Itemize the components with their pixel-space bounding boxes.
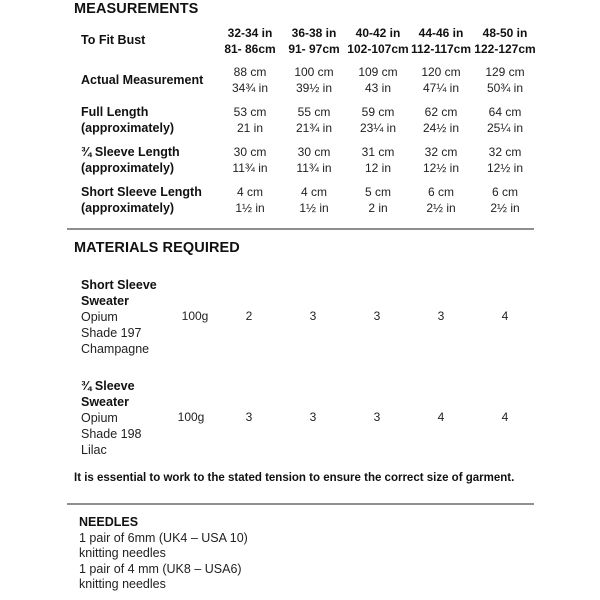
material-qty: 3 [373, 309, 381, 323]
text: 23¼ in [359, 121, 397, 135]
text: Sweater [81, 395, 129, 409]
text: 55 cm [297, 105, 331, 119]
size-col-1 [218, 25, 282, 57]
needles-line: knitting needles [79, 577, 166, 591]
text: Shade 197 [81, 326, 142, 340]
text: 81- 86cm [224, 42, 276, 56]
text: 112-117cm [410, 42, 472, 56]
table-cell [218, 64, 282, 96]
table-cell [473, 184, 537, 216]
material-qty: 4 [437, 410, 445, 424]
row-label-short-sleeve [81, 184, 202, 216]
text: Shade 198 [81, 427, 142, 441]
table-cell [282, 104, 346, 136]
text: 64 cm [488, 105, 522, 119]
material-qty: 3 [373, 410, 381, 424]
material-qty: 4 [501, 410, 509, 424]
needles-heading: NEEDLES [79, 515, 139, 529]
material-qty: 3 [309, 410, 317, 424]
text: 11¾ in [296, 161, 332, 175]
text: 88 cm [233, 65, 267, 79]
text: 32 cm [488, 145, 522, 159]
material-qty: 4 [501, 309, 509, 323]
text: 6 cm [427, 185, 454, 199]
text: Opium [81, 411, 118, 425]
text: Opium [81, 310, 118, 324]
section-divider [67, 503, 534, 505]
table-cell [409, 144, 473, 176]
text: 25¼ in [486, 121, 524, 135]
material-qty: 3 [245, 410, 253, 424]
text: 12½ in [422, 161, 460, 175]
text: 62 cm [424, 105, 458, 119]
material-description [81, 378, 141, 458]
text: 30 cm [233, 145, 267, 159]
table-cell [409, 64, 473, 96]
text: 32-34 in [227, 26, 273, 40]
text: 5 cm [364, 185, 391, 199]
text: 24½ in [422, 121, 460, 135]
text: 40-42 in [355, 26, 401, 40]
text: 100 cm [294, 65, 334, 79]
table-cell [346, 104, 410, 136]
table-cell [473, 64, 537, 96]
material-qty: 3 [437, 309, 445, 323]
needles-line: 1 pair of 4 mm (UK8 – USA6) [79, 561, 242, 576]
text: 34¾ in [231, 81, 269, 95]
table-cell [218, 104, 282, 136]
text: 59 cm [361, 105, 395, 119]
table-cell [346, 64, 410, 96]
text: (approximately) [81, 201, 175, 215]
tension-note: It is essential to work to the stated tension to ensure the correct size of garment. [74, 472, 515, 484]
needles-line: 1 pair of 6mm (UK4 – USA 10) [79, 530, 248, 545]
table-cell [409, 184, 473, 216]
text: 12½ in [486, 161, 524, 175]
table-cell [218, 144, 282, 176]
text: 21 in [236, 121, 264, 135]
text: 11¾ in [232, 161, 268, 175]
text: 47¼ in [422, 81, 460, 95]
text: 1½ in [235, 201, 265, 215]
text: 21¾ in [295, 121, 333, 135]
row-label-actual-measurement [81, 72, 203, 88]
material-qty: 3 [309, 309, 317, 323]
row-label-full-length [81, 104, 174, 136]
material-weight: 100g [177, 410, 205, 424]
material-qty: 2 [245, 309, 253, 323]
text: 4 cm [236, 185, 263, 199]
text: 122-127cm [474, 42, 536, 56]
needles-line: knitting needles [79, 546, 166, 560]
text: Full Length [81, 105, 149, 119]
text: 129 cm [485, 65, 525, 79]
text: Lilac [81, 443, 107, 457]
table-cell [409, 104, 473, 136]
text: Actual Measurement [81, 73, 204, 87]
text: Champagne [81, 342, 150, 356]
size-col-4 [409, 25, 473, 57]
table-cell [473, 104, 537, 136]
size-col-5 [473, 25, 537, 57]
text: 4 cm [300, 185, 327, 199]
table-cell [346, 184, 410, 216]
table-cell [218, 184, 282, 216]
text: 1½ in [299, 201, 329, 215]
text: 43 in [364, 81, 392, 95]
measurements-heading: MEASUREMENTS [74, 1, 199, 17]
text: 12 in [364, 161, 392, 175]
text: 31 cm [361, 145, 395, 159]
text: 109 cm [358, 65, 398, 79]
size-col-2 [282, 25, 346, 57]
text: 48-50 in [482, 26, 528, 40]
text: 91- 97cm [288, 42, 340, 56]
text: Short Sleeve Length [81, 185, 202, 199]
text: 2½ in [426, 201, 456, 215]
row-label-three-quarter-sleeve [81, 144, 180, 176]
text: 50¾ in [486, 81, 524, 95]
table-cell [282, 144, 346, 176]
section-divider [67, 228, 534, 230]
materials-heading: MATERIALS REQUIRED [74, 240, 240, 256]
text: 2½ in [490, 201, 520, 215]
fit-bust-label: To Fit Bust [81, 33, 146, 47]
text: (approximately) [81, 121, 175, 135]
text: 2 in [368, 201, 388, 215]
material-description [81, 277, 157, 357]
table-cell [346, 144, 410, 176]
text: 32 cm [424, 145, 458, 159]
text: 6 cm [491, 185, 518, 199]
table-cell [282, 184, 346, 216]
size-col-3 [346, 25, 410, 57]
text: ¾ Sleeve [81, 379, 135, 393]
table-cell [282, 64, 346, 96]
text: 120 cm [421, 65, 461, 79]
text: 30 cm [297, 145, 331, 159]
text: Sweater [81, 294, 129, 308]
text: 39½ in [295, 81, 333, 95]
table-cell [473, 144, 537, 176]
text: Short Sleeve [81, 278, 157, 292]
text: (approximately) [81, 161, 175, 175]
material-weight: 100g [181, 309, 209, 323]
needles-section [79, 515, 248, 593]
text: ¾ Sleeve Length [81, 145, 180, 159]
text: 53 cm [233, 105, 267, 119]
text: 102-107cm [347, 42, 409, 56]
text: 36-38 in [291, 26, 337, 40]
text: 44-46 in [418, 26, 464, 40]
